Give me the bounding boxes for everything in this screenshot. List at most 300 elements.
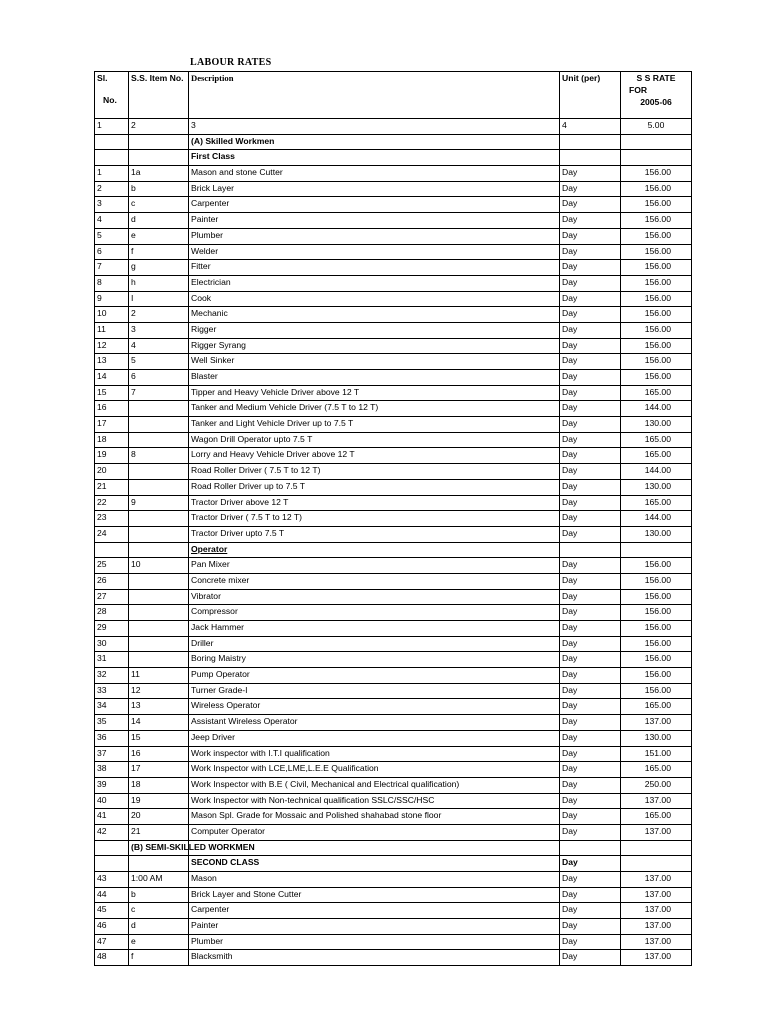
cell-description: Rigger Syrang xyxy=(189,338,560,354)
table-row xyxy=(95,307,692,323)
cell-unit: Day xyxy=(560,417,621,433)
cell-rate: 137.00 xyxy=(621,919,692,935)
cell-rate: 250.00 xyxy=(621,777,692,793)
cell-unit: Day xyxy=(560,401,621,417)
header-rate-line3: 2005-06 xyxy=(640,97,672,107)
cell-rate: 156.00 xyxy=(621,621,692,637)
table-row xyxy=(95,793,692,809)
cell-description: Lorry and Heavy Vehicle Driver above 12 T xyxy=(189,448,560,464)
cell-description: Jack Hammer xyxy=(189,621,560,637)
cell-item-no: 17 xyxy=(129,762,189,778)
cell-rate: 156.00 xyxy=(621,668,692,684)
cell-description: Mason and stone Cutter xyxy=(189,166,560,182)
cell-sl-no: 22 xyxy=(95,495,129,511)
table-row xyxy=(95,699,692,715)
cell-rate: 156.00 xyxy=(621,322,692,338)
cell-description: Tanker and Medium Vehicle Driver (7.5 T to 12 T) xyxy=(189,401,560,417)
cell-rate: 130.00 xyxy=(621,479,692,495)
cell-rate: 137.00 xyxy=(621,872,692,888)
table-row xyxy=(95,903,692,919)
cell-sl-no: 10 xyxy=(95,307,129,323)
cell-description: Work Inspector with LCE,LME,L.E.E Qualification xyxy=(189,762,560,778)
cell-rate: 156.00 xyxy=(621,197,692,213)
cell-unit: Day xyxy=(560,809,621,825)
cell-rate: 137.00 xyxy=(621,793,692,809)
cell-unit: Day xyxy=(560,558,621,574)
cell-item-no: f xyxy=(129,244,189,260)
cell-sl-no: 31 xyxy=(95,652,129,668)
table-row xyxy=(95,354,692,370)
cell-description: Brick Layer and Stone Cutter xyxy=(189,887,560,903)
table-row xyxy=(95,652,692,668)
cell-unit: Day xyxy=(560,605,621,621)
cell-sl-no: 32 xyxy=(95,668,129,684)
cell-unit: Day xyxy=(560,919,621,935)
table-row xyxy=(95,385,692,401)
cell-rate: 156.00 xyxy=(621,244,692,260)
cell-rate: 165.00 xyxy=(621,495,692,511)
cell-description: SECOND CLASS xyxy=(189,856,560,872)
cell-item-no: 10 xyxy=(129,558,189,574)
cell-rate: 137.00 xyxy=(621,715,692,731)
cell-sl-no: 12 xyxy=(95,338,129,354)
cell-item-no: e xyxy=(129,934,189,950)
column-number: 3 xyxy=(189,119,560,135)
cell-sl-no: 45 xyxy=(95,903,129,919)
table-row xyxy=(95,856,692,872)
table-row xyxy=(95,228,692,244)
cell-rate xyxy=(621,840,692,856)
cell-unit: Day xyxy=(560,370,621,386)
cell-unit: Day xyxy=(560,448,621,464)
cell-description: Boring Maistry xyxy=(189,652,560,668)
cell-description: Electrician xyxy=(189,275,560,291)
cell-sl-no: 34 xyxy=(95,699,129,715)
cell-sl-no: 33 xyxy=(95,683,129,699)
cell-rate: 137.00 xyxy=(621,903,692,919)
cell-item-no xyxy=(129,573,189,589)
cell-item-no: 1:00 AM xyxy=(129,872,189,888)
cell-rate xyxy=(621,856,692,872)
cell-sl-no: 1 xyxy=(95,166,129,182)
cell-item-no: g xyxy=(129,260,189,276)
cell-rate: 156.00 xyxy=(621,228,692,244)
cell-unit: Day xyxy=(560,746,621,762)
cell-item-no: d xyxy=(129,919,189,935)
table-row xyxy=(95,542,692,558)
cell-description: Carpenter xyxy=(189,197,560,213)
cell-sl-no: 8 xyxy=(95,275,129,291)
cell-unit: Day xyxy=(560,260,621,276)
cell-unit: Day xyxy=(560,511,621,527)
cell-item-no xyxy=(129,432,189,448)
cell-rate: 165.00 xyxy=(621,448,692,464)
labour-rates-body xyxy=(95,72,692,966)
cell-sl-no xyxy=(95,856,129,872)
cell-sl-no: 46 xyxy=(95,919,129,935)
table-row xyxy=(95,746,692,762)
cell-rate: 165.00 xyxy=(621,762,692,778)
cell-unit xyxy=(560,542,621,558)
cell-sl-no: 21 xyxy=(95,479,129,495)
cell-unit: Day xyxy=(560,322,621,338)
table-row xyxy=(95,370,692,386)
cell-rate: 156.00 xyxy=(621,338,692,354)
cell-sl-no: 2 xyxy=(95,181,129,197)
cell-description: Computer Operator xyxy=(189,824,560,840)
cell-rate: 156.00 xyxy=(621,213,692,229)
cell-item-no xyxy=(129,511,189,527)
table-row xyxy=(95,150,692,166)
cell-unit: Day xyxy=(560,730,621,746)
cell-unit: Day xyxy=(560,934,621,950)
cell-description: Work inspector with I.T.I qualification xyxy=(189,746,560,762)
cell-rate: 156.00 xyxy=(621,166,692,182)
cell-sl-no: 16 xyxy=(95,401,129,417)
cell-item-no xyxy=(129,605,189,621)
table-row xyxy=(95,479,692,495)
cell-sl-no: 37 xyxy=(95,746,129,762)
cell-rate: 165.00 xyxy=(621,432,692,448)
cell-unit: Day xyxy=(560,307,621,323)
cell-sl-no: 35 xyxy=(95,715,129,731)
cell-sl-no: 6 xyxy=(95,244,129,260)
header-rate xyxy=(621,72,692,119)
cell-description: Plumber xyxy=(189,228,560,244)
cell-item-no: 20 xyxy=(129,809,189,825)
cell-unit: Day xyxy=(560,589,621,605)
header-no: No. xyxy=(103,95,117,105)
cell-unit: Day xyxy=(560,385,621,401)
cell-rate: 156.00 xyxy=(621,354,692,370)
cell-unit: Day xyxy=(560,793,621,809)
cell-unit: Day xyxy=(560,354,621,370)
cell-unit: Day xyxy=(560,683,621,699)
cell-sl-no: 9 xyxy=(95,291,129,307)
cell-rate xyxy=(621,150,692,166)
cell-sl-no: 5 xyxy=(95,228,129,244)
cell-description: Concrete mixer xyxy=(189,573,560,589)
table-row xyxy=(95,558,692,574)
cell-description: Tractor Driver above 12 T xyxy=(189,495,560,511)
cell-item-no: 3 xyxy=(129,322,189,338)
cell-item-no xyxy=(129,417,189,433)
cell-item-no: 11 xyxy=(129,668,189,684)
header-rate-line1: S S RATE xyxy=(636,73,676,83)
cell-unit: Day xyxy=(560,887,621,903)
table-row xyxy=(95,338,692,354)
cell-unit: Day xyxy=(560,244,621,260)
cell-rate: 156.00 xyxy=(621,275,692,291)
cell-description: Road Roller Driver ( 7.5 T to 12 T) xyxy=(189,464,560,480)
cell-sl-no: 14 xyxy=(95,370,129,386)
cell-description: Tipper and Heavy Vehicle Driver above 12 T xyxy=(189,385,560,401)
cell-description xyxy=(189,542,560,558)
cell-sl-no: 39 xyxy=(95,777,129,793)
cell-item-no xyxy=(129,134,189,150)
column-number: 4 xyxy=(560,119,621,135)
cell-description: Wireless Operator xyxy=(189,699,560,715)
cell-description: Mechanic xyxy=(189,307,560,323)
cell-description: Tractor Driver ( 7.5 T to 12 T) xyxy=(189,511,560,527)
cell-unit: Day xyxy=(560,762,621,778)
cell-sl-no: 3 xyxy=(95,197,129,213)
table-row xyxy=(95,621,692,637)
header-rate-line2: FOR xyxy=(629,85,648,95)
cell-item-no xyxy=(129,401,189,417)
table-row xyxy=(95,401,692,417)
cell-sl-no: 7 xyxy=(95,260,129,276)
cell-description: Carpenter xyxy=(189,903,560,919)
table-row xyxy=(95,181,692,197)
cell-rate: 144.00 xyxy=(621,511,692,527)
cell-sl-no: 4 xyxy=(95,213,129,229)
table-row xyxy=(95,887,692,903)
cell-sl-no: 40 xyxy=(95,793,129,809)
cell-item-no xyxy=(129,621,189,637)
cell-sl-no xyxy=(95,840,129,856)
cell-sl-no: 18 xyxy=(95,432,129,448)
table-row xyxy=(95,464,692,480)
column-number: 1 xyxy=(95,119,129,135)
cell-rate: 156.00 xyxy=(621,260,692,276)
cell-sl-no xyxy=(95,542,129,558)
cell-item-no: 8 xyxy=(129,448,189,464)
header-sl: Sl. xyxy=(97,73,108,83)
cell-sl-no: 26 xyxy=(95,573,129,589)
table-row xyxy=(95,809,692,825)
table-row xyxy=(95,134,692,150)
cell-item-no: f xyxy=(129,950,189,966)
table-row xyxy=(95,197,692,213)
cell-item-no xyxy=(129,542,189,558)
cell-item-no: h xyxy=(129,275,189,291)
cell-item-no: (B) SEMI-SKILLED WORKMEN xyxy=(129,840,189,856)
cell-rate: 130.00 xyxy=(621,417,692,433)
header-row xyxy=(95,72,692,119)
cell-rate xyxy=(621,542,692,558)
cell-item-no: 2 xyxy=(129,307,189,323)
cell-item-no: b xyxy=(129,887,189,903)
cell-sl-no: 24 xyxy=(95,526,129,542)
cell-rate: 156.00 xyxy=(621,652,692,668)
cell-item-no: I xyxy=(129,291,189,307)
cell-sl-no xyxy=(95,134,129,150)
cell-sl-no: 44 xyxy=(95,887,129,903)
cell-description: Brick Layer xyxy=(189,181,560,197)
cell-description: Blaster xyxy=(189,370,560,386)
cell-unit: Day xyxy=(560,479,621,495)
table-row xyxy=(95,244,692,260)
cell-sl-no: 41 xyxy=(95,809,129,825)
cell-sl-no: 11 xyxy=(95,322,129,338)
table-row xyxy=(95,526,692,542)
table-row xyxy=(95,840,692,856)
cell-rate: 156.00 xyxy=(621,370,692,386)
cell-sl-no xyxy=(95,150,129,166)
cell-unit: Day xyxy=(560,197,621,213)
cell-unit: Day xyxy=(560,166,621,182)
cell-item-no xyxy=(129,150,189,166)
cell-unit: Day xyxy=(560,903,621,919)
cell-unit: Day xyxy=(560,856,621,872)
table-row xyxy=(95,432,692,448)
table-row xyxy=(95,683,692,699)
cell-unit: Day xyxy=(560,275,621,291)
cell-description: Vibrator xyxy=(189,589,560,605)
cell-sl-no: 25 xyxy=(95,558,129,574)
cell-rate: 165.00 xyxy=(621,699,692,715)
cell-sl-no: 13 xyxy=(95,354,129,370)
cell-sl-no: 30 xyxy=(95,636,129,652)
cell-sl-no: 15 xyxy=(95,385,129,401)
cell-rate: 156.00 xyxy=(621,291,692,307)
table-row xyxy=(95,322,692,338)
table-row xyxy=(95,762,692,778)
cell-sl-no: 28 xyxy=(95,605,129,621)
cell-rate xyxy=(621,134,692,150)
cell-item-no xyxy=(129,589,189,605)
column-number: 2 xyxy=(129,119,189,135)
cell-item-no: 14 xyxy=(129,715,189,731)
cell-unit: Day xyxy=(560,652,621,668)
cell-description: Plumber xyxy=(189,934,560,950)
cell-unit xyxy=(560,134,621,150)
header-description: Description xyxy=(189,72,560,119)
cell-rate: 156.00 xyxy=(621,589,692,605)
table-row xyxy=(95,636,692,652)
cell-description: Tanker and Light Vehicle Driver up to 7.5 T xyxy=(189,417,560,433)
cell-item-no: 4 xyxy=(129,338,189,354)
column-number-row xyxy=(95,119,692,135)
labour-rates-table xyxy=(94,71,692,966)
table-row xyxy=(95,605,692,621)
cell-sl-no: 36 xyxy=(95,730,129,746)
cell-rate: 156.00 xyxy=(621,558,692,574)
cell-sl-no: 27 xyxy=(95,589,129,605)
cell-rate: 151.00 xyxy=(621,746,692,762)
cell-description: Jeep Driver xyxy=(189,730,560,746)
table-row xyxy=(95,950,692,966)
cell-sl-no: 19 xyxy=(95,448,129,464)
cell-description: Painter xyxy=(189,919,560,935)
cell-description: Road Roller Driver up to 7.5 T xyxy=(189,479,560,495)
cell-rate: 156.00 xyxy=(621,307,692,323)
cell-unit: Day xyxy=(560,495,621,511)
header-sl-no xyxy=(95,72,129,119)
cell-sl-no: 17 xyxy=(95,417,129,433)
cell-unit: Day xyxy=(560,699,621,715)
cell-rate: 137.00 xyxy=(621,934,692,950)
cell-sl-no: 42 xyxy=(95,824,129,840)
cell-rate: 156.00 xyxy=(621,636,692,652)
cell-item-no: 5 xyxy=(129,354,189,370)
table-row xyxy=(95,417,692,433)
cell-description: Mason xyxy=(189,872,560,888)
cell-description: Mason Spl. Grade for Mossaic and Polished shahabad stone floor xyxy=(189,809,560,825)
table-row xyxy=(95,573,692,589)
table-row xyxy=(95,291,692,307)
table-row xyxy=(95,824,692,840)
cell-sl-no: 29 xyxy=(95,621,129,637)
cell-item-no xyxy=(129,464,189,480)
cell-sl-no: 47 xyxy=(95,934,129,950)
cell-item-no xyxy=(129,636,189,652)
table-row xyxy=(95,668,692,684)
cell-rate: 144.00 xyxy=(621,464,692,480)
cell-unit: Day xyxy=(560,181,621,197)
cell-description: Wagon Drill Operator upto 7.5 T xyxy=(189,432,560,448)
cell-rate: 137.00 xyxy=(621,824,692,840)
cell-sl-no: 43 xyxy=(95,872,129,888)
cell-description: Blacksmith xyxy=(189,950,560,966)
cell-unit: Day xyxy=(560,824,621,840)
cell-unit: Day xyxy=(560,636,621,652)
cell-sl-no: 48 xyxy=(95,950,129,966)
cell-item-no: 9 xyxy=(129,495,189,511)
table-row xyxy=(95,589,692,605)
cell-unit xyxy=(560,840,621,856)
cell-item-no: b xyxy=(129,181,189,197)
cell-rate: 130.00 xyxy=(621,526,692,542)
cell-rate: 165.00 xyxy=(621,809,692,825)
table-row xyxy=(95,213,692,229)
header-unit: Unit (per) xyxy=(560,72,621,119)
table-row xyxy=(95,730,692,746)
cell-item-no xyxy=(129,526,189,542)
cell-rate: 156.00 xyxy=(621,181,692,197)
cell-rate: 156.00 xyxy=(621,605,692,621)
cell-item-no xyxy=(129,652,189,668)
cell-item-no: 6 xyxy=(129,370,189,386)
cell-description: Pump Operator xyxy=(189,668,560,684)
table-row xyxy=(95,495,692,511)
table-row xyxy=(95,166,692,182)
cell-description: Pan Mixer xyxy=(189,558,560,574)
cell-rate: 137.00 xyxy=(621,887,692,903)
cell-unit: Day xyxy=(560,621,621,637)
cell-item-no xyxy=(129,856,189,872)
cell-description: Work Inspector with B.E ( Civil, Mechanical and Electrical qualification) xyxy=(189,777,560,793)
cell-description: Compressor xyxy=(189,605,560,621)
cell-unit: Day xyxy=(560,432,621,448)
cell-unit: Day xyxy=(560,291,621,307)
cell-description: Fitter xyxy=(189,260,560,276)
table-row xyxy=(95,934,692,950)
table-row xyxy=(95,260,692,276)
section-heading: Operator xyxy=(191,543,228,554)
cell-item-no: 15 xyxy=(129,730,189,746)
cell-unit: Day xyxy=(560,213,621,229)
cell-item-no: 19 xyxy=(129,793,189,809)
column-number: 5.00 xyxy=(621,119,692,135)
cell-item-no: e xyxy=(129,228,189,244)
cell-item-no: 7 xyxy=(129,385,189,401)
cell-description: Painter xyxy=(189,213,560,229)
table-row xyxy=(95,715,692,731)
cell-sl-no: 20 xyxy=(95,464,129,480)
cell-description: Welder xyxy=(189,244,560,260)
cell-unit: Day xyxy=(560,338,621,354)
document-title: LABOUR RATES xyxy=(190,57,272,68)
cell-description: Work Inspector with Non-technical qualification SSLC/SSC/HSC xyxy=(189,793,560,809)
cell-description: (A) Skilled Workmen xyxy=(189,134,560,150)
cell-rate: 156.00 xyxy=(621,683,692,699)
cell-description: Driller xyxy=(189,636,560,652)
cell-unit: Day xyxy=(560,872,621,888)
cell-unit: Day xyxy=(560,715,621,731)
cell-item-no: c xyxy=(129,197,189,213)
